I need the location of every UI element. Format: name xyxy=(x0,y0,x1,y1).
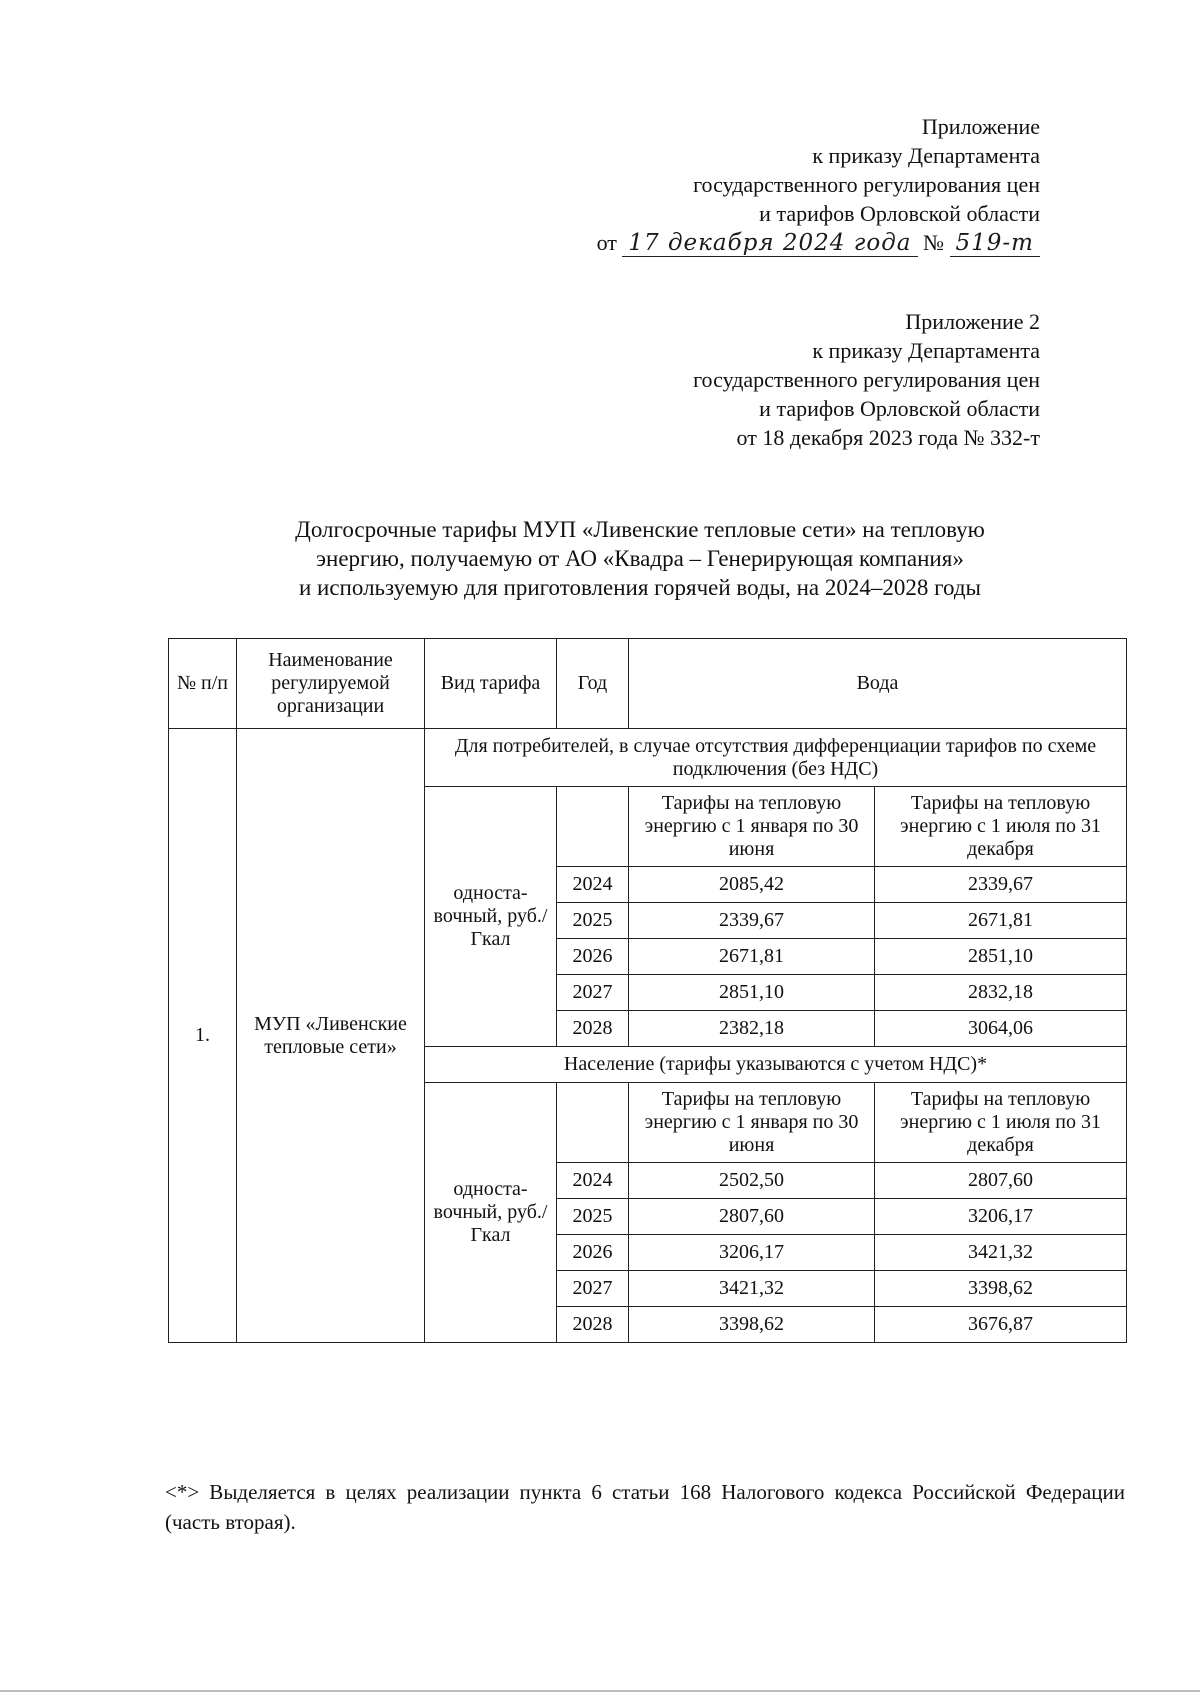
tariff-h1-cell: 2382,18 xyxy=(629,1011,875,1047)
organization-name: МУП «Ливенские тепловые сети» xyxy=(237,729,425,1343)
year-cell: 2028 xyxy=(557,1307,629,1343)
tariff-h1-cell: 2085,42 xyxy=(629,867,875,903)
tariff-h2-cell: 2832,18 xyxy=(875,975,1127,1011)
appendix-label: Приложение 2 xyxy=(905,309,1040,334)
tariff-h2-cell: 2807,60 xyxy=(875,1163,1127,1199)
tariff-h2-cell: 2851,10 xyxy=(875,939,1127,975)
year-cell: 2027 xyxy=(557,975,629,1011)
header-org: Наименование регулируемой организации xyxy=(237,639,425,729)
tariff-h2-cell: 2339,67 xyxy=(875,867,1127,903)
year-cell: 2027 xyxy=(557,1271,629,1307)
tariff-h2-cell: 3676,87 xyxy=(875,1307,1127,1343)
appendix-region: и тарифов Орловской области xyxy=(759,201,1040,226)
tariff-h2-cell: 3064,06 xyxy=(875,1011,1127,1047)
appendix-date-line xyxy=(597,228,1040,258)
year-cell: 2026 xyxy=(557,1235,629,1271)
year-cell: 2025 xyxy=(557,903,629,939)
section1-col-h1: Тарифы на тепловую энергию с 1 января по 30 июня xyxy=(629,787,875,867)
year-cell: 2024 xyxy=(557,1163,629,1199)
year-cell: 2026 xyxy=(557,939,629,975)
appendix-date-number: от 18 декабря 2023 года № 332-т xyxy=(736,425,1040,450)
appendix-label: Приложение xyxy=(921,114,1040,139)
appendix-header-previous xyxy=(693,307,1040,452)
appendix-region: и тарифов Орловской области xyxy=(759,396,1040,421)
header-num: № п/п xyxy=(169,639,237,729)
section2-tariff-type: односта-вочный, руб./Гкал xyxy=(425,1083,557,1343)
tariff-h1-cell: 2502,50 xyxy=(629,1163,875,1199)
header-type: Вид тарифа xyxy=(425,639,557,729)
footnote: <*> Выделяется в целях реализации пункта 6 статьи 168 Налогового кодекса Российской Федерации (часть вторая). xyxy=(165,1480,1125,1534)
tariff-h2-cell: 2671,81 xyxy=(875,903,1127,939)
date-prefix: от xyxy=(596,230,617,255)
tariff-h1-cell: 2807,60 xyxy=(629,1199,875,1235)
row-number: 1. xyxy=(169,729,237,1343)
appendix-order-ref: к приказу Департамента xyxy=(812,338,1040,363)
section1-title-row xyxy=(169,729,1127,787)
tariff-h1-cell: 3398,62 xyxy=(629,1307,875,1343)
tariff-table xyxy=(168,638,1127,1343)
document-title xyxy=(180,515,1100,602)
tariff-h1-cell: 2851,10 xyxy=(629,975,875,1011)
page-bottom-divider xyxy=(0,1690,1200,1692)
tariff-h2-cell: 3206,17 xyxy=(875,1199,1127,1235)
section2-col-h2: Тарифы на тепловую энергию с 1 июля по 31 декабря xyxy=(875,1083,1127,1163)
section2-title: Население (тарифы указываются с учетом НДС)* xyxy=(425,1047,1127,1083)
appendix-order-ref: к приказу Департамента xyxy=(812,143,1040,168)
handwritten-number: 519-т xyxy=(950,230,1040,257)
table-header-row xyxy=(169,639,1127,729)
section1-col-h2: Тарифы на тепловую энергию с 1 июля по 31 декабря xyxy=(875,787,1127,867)
title-line-3: и используемую для приготовления горячей воды, на 2024–2028 годы xyxy=(298,575,981,600)
tariff-h2-cell: 3398,62 xyxy=(875,1271,1127,1307)
header-water: Вода xyxy=(629,639,1127,729)
year-cell: 2028 xyxy=(557,1011,629,1047)
section2-year-blank xyxy=(557,1083,629,1163)
section2-col-h1: Тарифы на тепловую энергию с 1 января по 30 июня xyxy=(629,1083,875,1163)
tariff-h1-cell: 3206,17 xyxy=(629,1235,875,1271)
section1-title: Для потребителей, в случае отсутствия дифференциации тарифов по схеме подключения (без НДС) xyxy=(425,729,1127,787)
year-cell: 2025 xyxy=(557,1199,629,1235)
header-year: Год xyxy=(557,639,629,729)
tariff-h1-cell: 2339,67 xyxy=(629,903,875,939)
section1-year-blank xyxy=(557,787,629,867)
tariff-h1-cell: 3421,32 xyxy=(629,1271,875,1307)
appendix-department: государственного регулирования цен xyxy=(693,172,1040,197)
tariff-h2-cell: 3421,32 xyxy=(875,1235,1127,1271)
appendix-department: государственного регулирования цен xyxy=(693,367,1040,392)
section1-tariff-type: односта-вочный, руб./Гкал xyxy=(425,787,557,1047)
title-line-1: Долгосрочные тарифы МУП «Ливенские тепловые сети» на тепловую xyxy=(295,517,985,542)
handwritten-date: 17 декабря 2024 года xyxy=(622,230,917,257)
year-cell: 2024 xyxy=(557,867,629,903)
tariff-h1-cell: 2671,81 xyxy=(629,939,875,975)
number-prefix: № xyxy=(923,230,945,255)
title-line-2: энергию, получаемую от АО «Квадра – Генерирующая компания» xyxy=(316,546,964,571)
appendix-header-current xyxy=(597,112,1040,258)
